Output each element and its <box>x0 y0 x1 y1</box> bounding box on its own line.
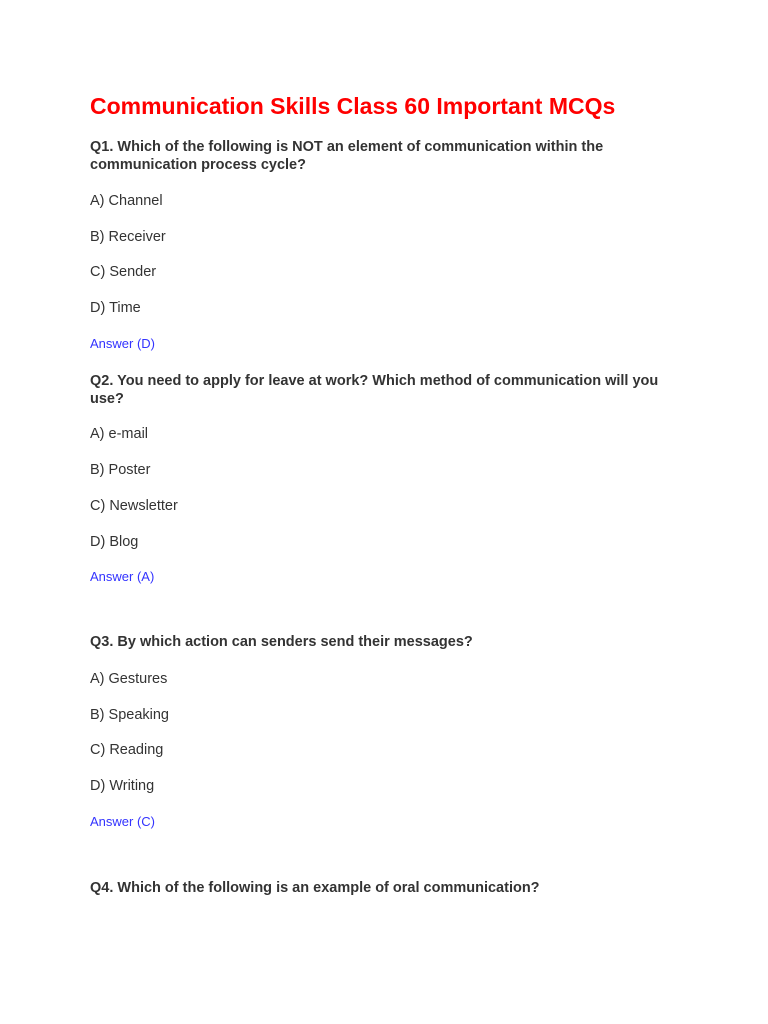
q3-answer: Answer (C) <box>90 814 156 829</box>
page-title: Communication Skills Class 60 Important MCQs <box>90 93 616 119</box>
q2-option-a: A) e-mail <box>90 426 149 442</box>
question-4: Q4. Which of the following is an example of oral communication? <box>90 880 540 896</box>
q3-option-d: D) Writing <box>90 778 155 794</box>
q2-option-b: B) Poster <box>90 462 151 478</box>
q1-answer: Answer (D) <box>90 336 156 351</box>
q1-option-d: D) Time <box>90 300 141 316</box>
q1-option-b: B) Receiver <box>90 229 166 245</box>
q2-option-c: C) Newsletter <box>90 498 178 514</box>
question-3: Q3. By which action can senders send their messages? <box>90 634 473 650</box>
q2-option-d: D) Blog <box>90 534 139 550</box>
q3-option-b: B) Speaking <box>90 707 169 723</box>
q3-option-a: A) Gestures <box>90 671 168 687</box>
question-1: Q1. Which of the following is NOT an element of communication within the communication process cycle? <box>90 139 604 173</box>
q3-option-c: C) Reading <box>90 742 164 758</box>
q1-option-a: A) Channel <box>90 193 163 209</box>
question-2: Q2. You need to apply for leave at work? Which method of communication will you use? <box>90 373 659 407</box>
q1-option-c: C) Sender <box>90 264 157 280</box>
q2-answer: Answer (A) <box>90 569 155 584</box>
